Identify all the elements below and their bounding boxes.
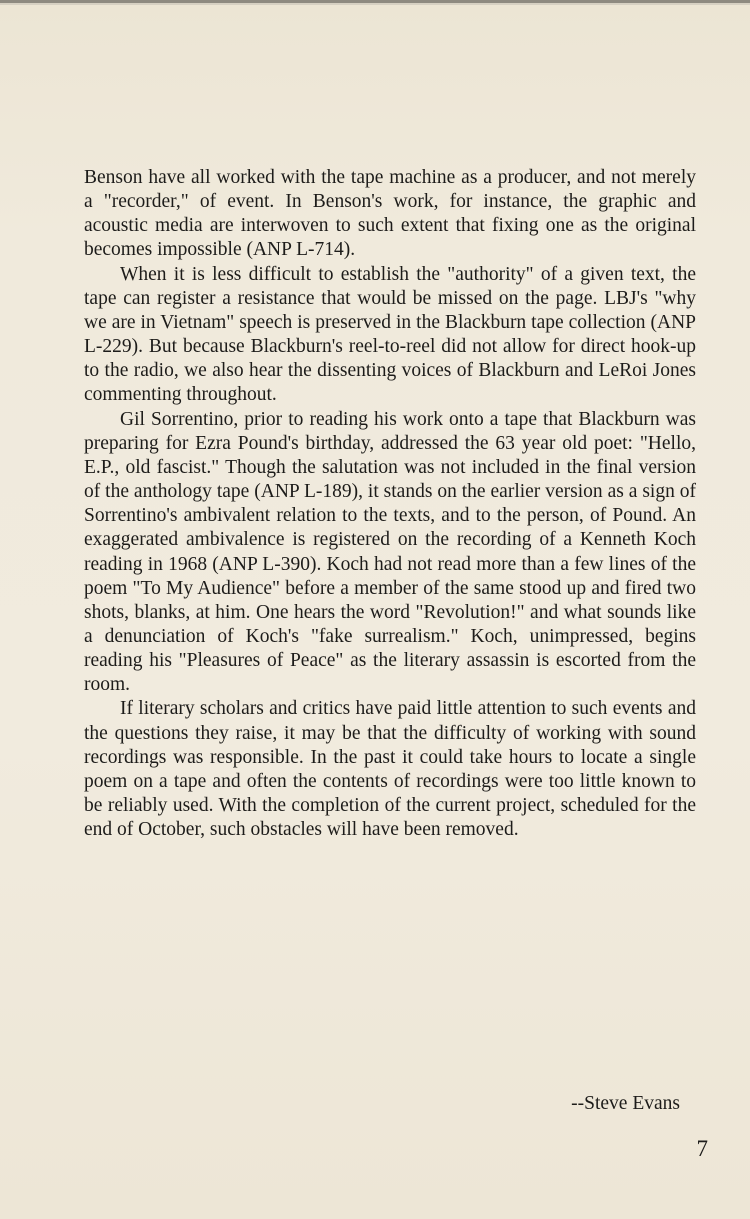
paragraph-4: If literary scholars and critics have paid little attention to such events and the questions they raise, it may be that the difficulty of working with sound recordings was responsible. In the past it could take hours to locate a single poem on a tape and often the contents of recordings were too little known to be reliably used. With the completion of the current project, scheduled for the end of October, such obstacles will have been removed. [84, 698, 696, 841]
body-text [84, 166, 696, 842]
page-top-edge-highlight [0, 3, 750, 5]
paragraph-1: Benson have all worked with the tape machine as a producer, and not merely a "recorder," of event. In Benson's work, for instance, the graphic and acoustic media are interwoven to such extent that fixing one as the original becomes impossible (ANP L-714). [84, 167, 696, 261]
page-number: 7 [696, 1136, 708, 1161]
paragraph-3: Gil Sorrentino, prior to reading his work onto a tape that Blackburn was preparing for Ezra Pound's birthday, addressed the 63 year old poet: "Hello, E.P., old fascist." Though the salutation was not included in the final version of the anthology tape (ANP L-189), it stands on the earlier version as a sign of Sorrentino's ambivalent relation to the texts, and to the person, of Pound. An exaggerated ambivalence is registered on the recording of a Kenneth Koch reading in 1968 (ANP L-390). Koch had not read more than a few lines of the poem "To My Audience" before a member of the same stood up and fired two shots, blanks, at him. One hears the word "Revolution!" and what sounds like a denunciation of Koch's "fake surrealism." Koch, unimpressed, begins reading his "Pleasures of Peace" as the literary assassin is escorted from the room. [84, 408, 696, 696]
author-signature: --Steve Evans [571, 1093, 680, 1114]
paragraph-2: When it is less difficult to establish the "authority" of a given text, the tape can register a resistance that would be missed on the page. LBJ's "why we are in Vietnam" speech is preserved in the Blackburn tape collection (ANP L-229). But because Blackburn's reel-to-reel did not allow for direct hook-up to the radio, we also hear the dissenting voices of Blackburn and LeRoi Jones commenting throughout. [84, 263, 696, 406]
